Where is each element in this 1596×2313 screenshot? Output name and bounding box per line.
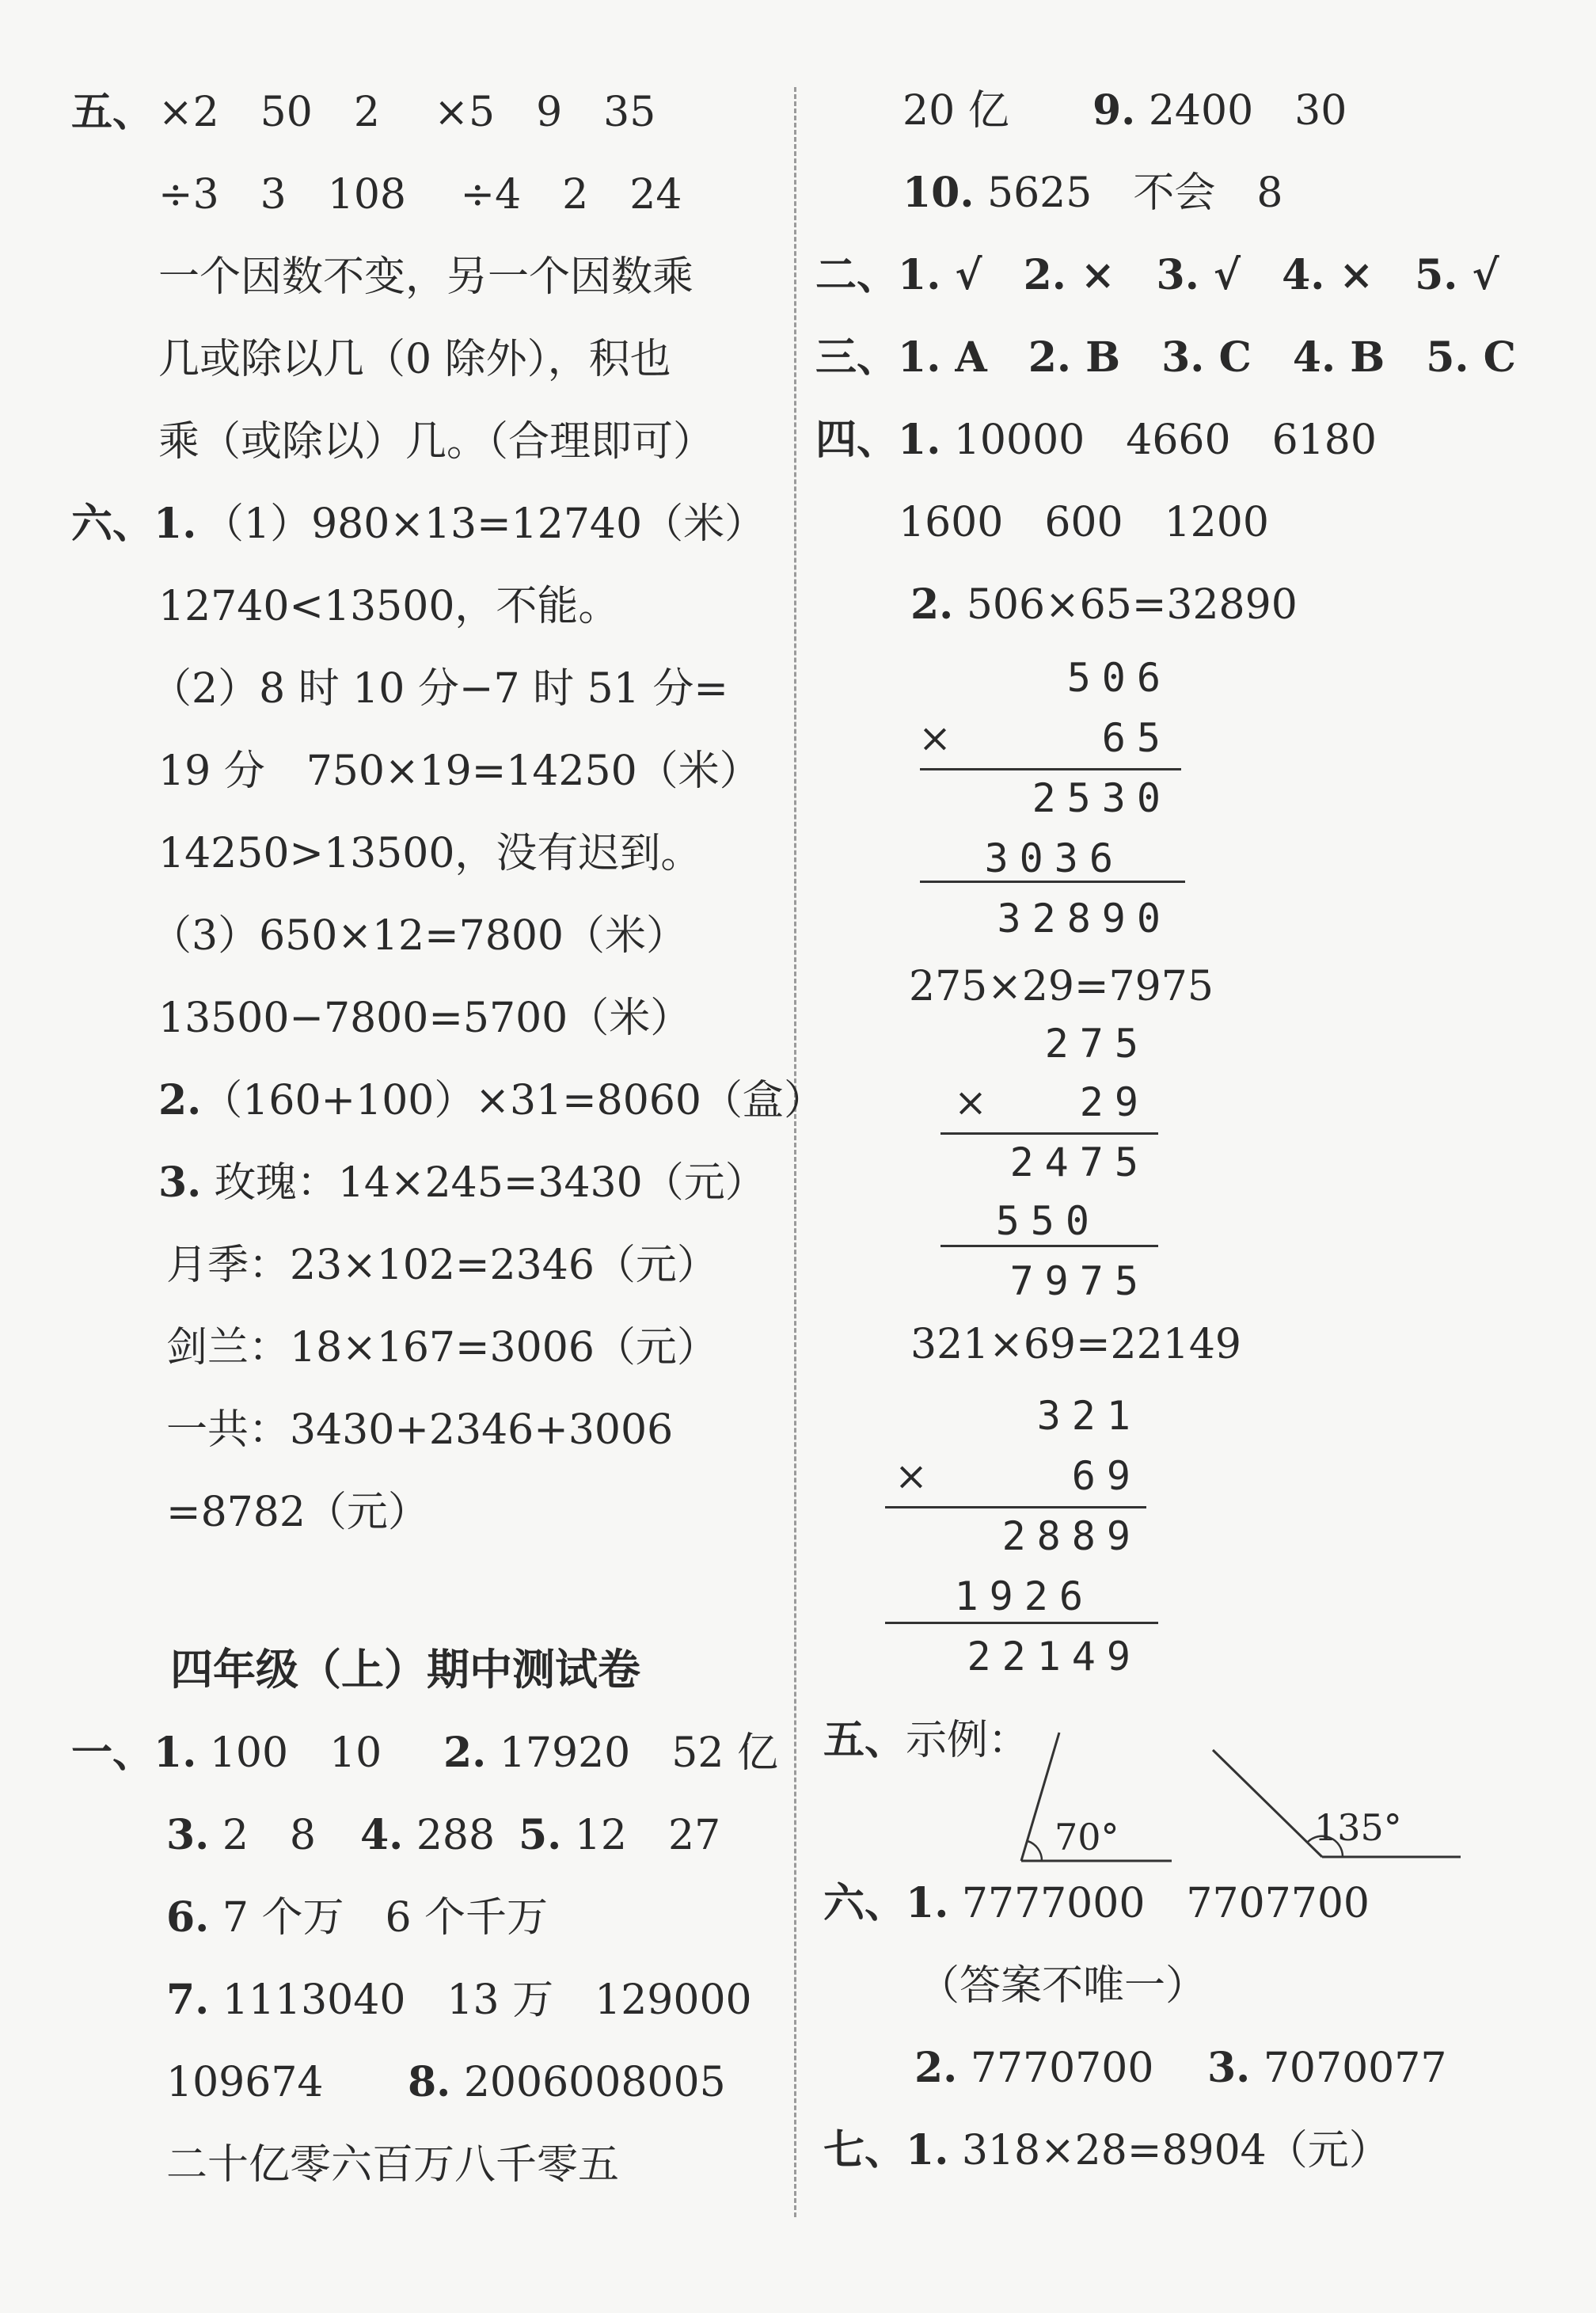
section-6-line-3: （2）8 时 10 分−7 时 51 分=: [150, 665, 728, 713]
column-divider: [794, 87, 796, 2217]
calc-3-rule-2: [885, 1622, 1158, 1624]
exam-section-6-q1: 六、1. 7777000 7707700: [823, 1879, 1370, 1927]
section-5-number: 五、: [71, 88, 154, 136]
calc-2-partial-2: 550: [995, 1198, 1100, 1244]
exam-q7: 7. 1113040 13 万 129000: [166, 1976, 752, 2024]
section-5-line-4: 几或除以几（0 除外），积也: [158, 336, 671, 383]
angle-135-label: 135°: [1314, 1806, 1402, 1849]
section-5-line-5: 乘（或除以）几。（合理即可）: [158, 418, 715, 466]
calc-2-rule-2: [940, 1245, 1158, 1247]
section-6-line-1: （1）980×13=12740（米）: [203, 500, 766, 548]
section-6-line-6: （3）650×12=7800（米）: [150, 912, 687, 960]
calc-3-partial-1: 2889: [1001, 1513, 1142, 1559]
calc-2-result: 7975: [1009, 1258, 1150, 1304]
calc-3-partial-2: 1926: [954, 1573, 1094, 1619]
calc-1-rule-1: [920, 768, 1181, 770]
calc-1-rule-2: [920, 881, 1185, 883]
exam-section-2: 二、1. √ 2. × 3. √ 4. × 5. √: [815, 251, 1499, 299]
calc-1-partial-2: 3036: [984, 835, 1124, 881]
exam-section-3: 三、1. A 2. B 3. C 4. B 5. C: [815, 333, 1516, 382]
exam-section-5: 五、示例：: [823, 1716, 1030, 1764]
calc-3-times: ×: [895, 1453, 928, 1499]
section-6-line-12: 一共：3430+2346+3006: [166, 1406, 674, 1454]
calc-1-times: ×: [918, 715, 952, 761]
exam-q3: 3. 2 8: [166, 1811, 316, 1859]
section-5-line-1: ×2 50 2 ×5 9 35: [158, 89, 656, 136]
angle-70-label: 70°: [1054, 1816, 1119, 1858]
calc-3-multiplier: 69: [1071, 1453, 1142, 1499]
angle-70-arc: [1028, 1841, 1042, 1861]
section-6-line-11: 剑兰：18×167=3006（元）: [166, 1324, 718, 1371]
calc-2-multiplier: 29: [1079, 1079, 1150, 1125]
exam-q6: 6. 7 个万 6 个千万: [166, 1893, 549, 1942]
equation-3: 321×69=22149: [910, 1321, 1241, 1368]
exam-section-4-q1: 四、1. 10000 4660 6180: [815, 416, 1377, 464]
q8-continued: 20 亿: [902, 87, 1009, 135]
section-6-line-4: 19 分 750×19=14250（米）: [158, 748, 761, 795]
calc-3-result: 22149: [967, 1634, 1142, 1680]
calc-1-multiplier: 65: [1101, 715, 1172, 761]
section-6-q3: 3. 玫瑰：14×245=3430（元）: [158, 1158, 766, 1207]
section-6-line-7: 13500−7800=5700（米）: [158, 995, 692, 1042]
angle-70-arm-ray: [1021, 1733, 1059, 1861]
section-5-line-3: 一个因数不变，另一个因数乘: [158, 253, 694, 301]
section-6-line-10: 月季：23×102=2346（元）: [166, 1242, 718, 1289]
calc-1-result: 32890: [997, 896, 1172, 942]
exam-section-7-q1: 七、1. 318×28=8904（元）: [823, 2126, 1390, 2174]
section-6-line-5: 14250>13500，没有迟到。: [158, 830, 702, 877]
exam-section-6-q2: 2. 7770700: [914, 2044, 1154, 2092]
exam-q7-cont: 109674: [166, 2059, 324, 2106]
exam-q8-words: 二十亿零六百万八千零五: [166, 2141, 620, 2189]
exam-q10: 10. 5625 不会 8: [902, 169, 1283, 217]
exam-q8: 8. 2006008005: [408, 2058, 726, 2106]
angle-135-arm-ray: [1213, 1750, 1322, 1857]
calc-2-rule-1: [940, 1132, 1158, 1135]
section-6-line-2: 12740<13500，不能。: [158, 583, 620, 630]
calc-2-times: ×: [954, 1079, 987, 1125]
exam-section-1-row-1: 一、1. 100 10: [71, 1729, 382, 1777]
exam-title: 四年级（上）期中测试卷: [170, 1644, 640, 1695]
section-6-line-13: =8782（元）: [166, 1489, 429, 1536]
section-6-q2: 2.（160+100）×31=8060（盒）: [158, 1076, 826, 1124]
calc-2-partial-1: 2475: [1009, 1139, 1150, 1185]
exam-section-6-note: （答案不唯一）: [918, 1962, 1207, 2010]
calc-3-rule-1: [885, 1506, 1146, 1508]
exam-q2: 2. 17920 52 亿: [443, 1729, 778, 1777]
section-5-line-2: ÷3 3 108 ÷4 2 24: [158, 171, 682, 219]
exam-q9: 9. 2400 30: [1092, 86, 1347, 135]
calc-1-top: 506: [1066, 655, 1172, 701]
exam-section-6-q3: 3. 7070077: [1207, 2044, 1447, 2092]
calc-1-partial-1: 2530: [1032, 775, 1172, 821]
exam-section-4-q2: 2. 506×65=32890: [910, 580, 1298, 629]
calc-3-top: 321: [1036, 1393, 1142, 1439]
exam-section-4-q1-cont: 1600 600 1200: [899, 499, 1269, 546]
section-6-number: 六、1.: [71, 500, 197, 548]
exam-q4: 4. 288: [360, 1811, 496, 1859]
exam-q5: 5. 12 27: [519, 1811, 721, 1859]
calc-2-top: 275: [1044, 1021, 1150, 1067]
equation-2: 275×29=7975: [909, 963, 1214, 1010]
